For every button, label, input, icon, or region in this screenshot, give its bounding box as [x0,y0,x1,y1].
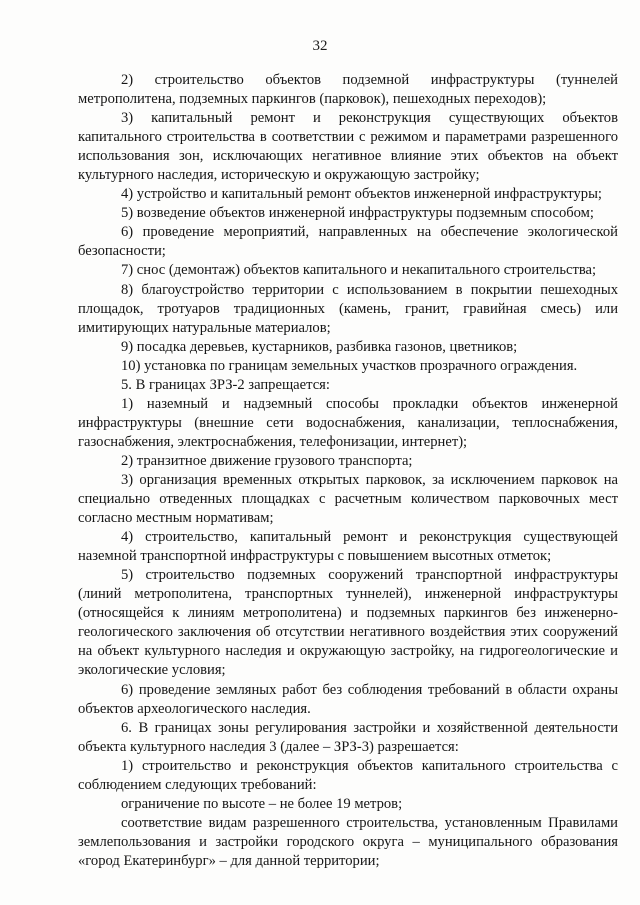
paragraph: соответствие видам разрешенного строительства, установленным Правилами землепользования и застройки городского округа – муниципального образования «город Екатеринбург» – для данной территории; [78,814,618,869]
paragraph: 6) проведение мероприятий, направленных на обеспечение экологической безопасности; [78,224,618,260]
paragraph: 3) капитальный ремонт и реконструкция существующих объектов капитального строительства в соответствии с режимом и параметрами разрешенного использования зон, исключающих негативное влияние этих объектов на объект культурного наследия, историческую и окружающую застройку; [78,110,618,184]
paragraph: 1) строительство и реконструкция объектов капитального строительства с соблюдением следующих требований: [78,757,618,793]
section-heading: 5. В границах ЗРЗ-2 запрещается: [121,376,330,393]
paragraph: 8) благоустройство территории с использованием в покрытии пешеходных площадок, тротуаров традиционных (камень, гранит, гравийная смесь) или имитирующих натуральные материалов; [78,281,618,336]
paragraph: 10) установка по границам земельных участков прозрачного ограждения. [121,357,578,374]
paragraph: 6) проведение земляных работ без соблюдения требований в области охраны объектов археологического наследия. [78,681,618,717]
paragraph: 9) посадка деревьев, кустарников, разбивка газонов, цветников; [121,338,518,355]
paragraph: 2) строительство объектов подземной инфраструктуры (туннелей метрополитена, подземных паркингов (парковок), пешеходных переходов); [78,72,618,108]
paragraph: 5) строительство подземных сооружений транспортной инфраструктуры (линий метрополитена, транспортных туннелей), инженерной инфраструктуры (относящейся к линиям метрополитена) и подземных паркингов без инженерно-геологического заключения об отсутствии негативного воздействия этих сооружений на объект культурного наследия и окружающую застройку, на гидрогеологические и экологические условия; [78,567,618,679]
page-number: 32 [312,38,328,54]
section-heading: 6. В границах зоны регулирования застройки и хозяйственной деятельности объекта культурного наследия 3 (далее – ЗРЗ-3) разрешается: [78,719,618,755]
paragraph: 3) организация временных открытых парковок, за исключением парковок на специально отведенных площадках с расчетным количеством парковочных мест согласно местным нормативам; [78,471,618,527]
document-body [78,71,618,871]
paragraph: 5) возведение объектов инженерной инфраструктуры подземным способом; [121,205,594,222]
paragraph: 4) устройство и капитальный ремонт объектов инженерной инфраструктуры; [121,186,602,203]
paragraph: 2) транзитное движение грузового транспорта; [121,452,413,469]
paragraph: 1) наземный и надземный способы прокладки объектов инженерной инфраструктуры (внешние сети водоснабжения, канализации, теплоснабжения, газоснабжения, электроснабжения, телефонизации, интернет); [78,395,618,450]
paragraph: 4) строительство, капитальный ремонт и реконструкция существующей наземной транспортной инфраструктуры с повышением высотных отметок; [78,529,618,565]
paragraph: 7) снос (демонтаж) объектов капитального и некапитального строительства; [121,262,597,279]
paragraph: ограничение по высоте – не более 19 метров; [121,795,403,812]
